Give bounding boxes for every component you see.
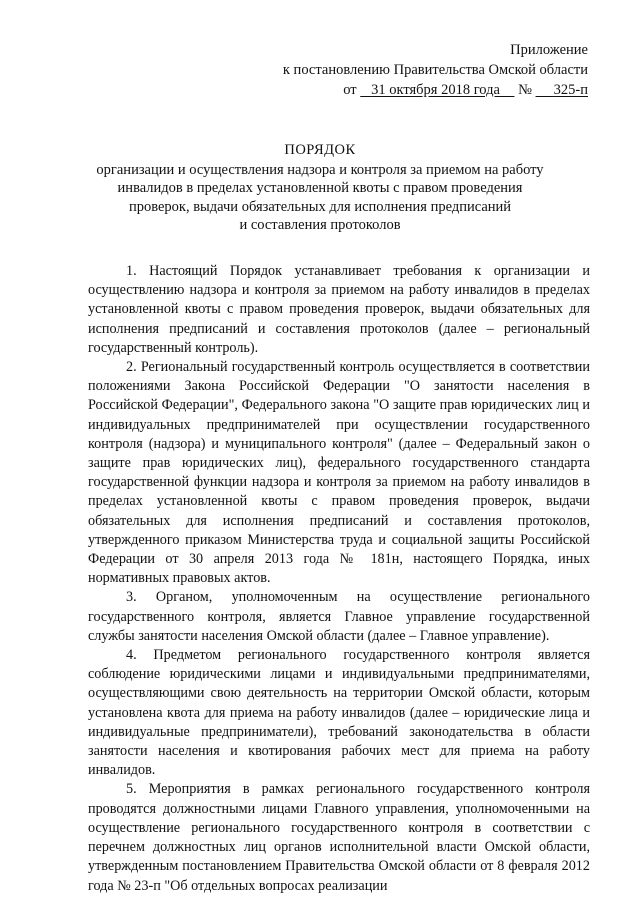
- appendix-header: [168, 40, 588, 100]
- subtitle-line: и составления протоколов: [239, 217, 401, 233]
- document-title-block: [50, 141, 590, 235]
- document-title: ПОРЯДОК: [284, 142, 356, 158]
- paragraph-4: 4. Предметом регионального государственного контроля является соблюдение юридическими лицами и индивидуальными предпринимателями, осуществляющими свою деятельность на территории Омской области, которым установлена квота для приема на работу инвалидов (далее – юридические лица и индивидуальные предприниматели), требований законодательства в области занятости населения и квотирования рабочих мест для приема на работу инвалидов.: [88, 647, 590, 779]
- paragraph-2: 2. Региональный государственный контроль осуществляется в соответствии положениями Закона Российской Федерации "О занятости населения в Российской Федерации", Федерального закона "О защите прав юридических лиц и индивидуальных предпринимателей при осуществлении государственного контроля (надзора) и муниципального контроля" (далее – Федеральный закон о защите прав юридических лиц), федерального государственного стандарта государственной функции надзора и контроля за приемом на работу инвалидов в пределах установленной квоты с правом проведения проверок, выдачи обязательных для исполнения предписаний и составления протоколов, утвержденного приказом Министерства труда и социальной защиты Российской Федерации от 30 апреля 2013 года № 181н, настоящего Порядка, иных нормативных правовых актов.: [88, 359, 590, 587]
- appendix-date-line: [168, 80, 588, 100]
- subtitle-line: организации и осуществления надзора и контроля за приемом на работу: [96, 161, 544, 178]
- subtitle-line: проверок, выдачи обязательных для исполнения предписаний: [128, 198, 512, 215]
- paragraph-5: 5. Мероприятия в рамках регионального государственного контроля проводятся должностными лицами Главного управления, уполномоченными на осуществление регионального государственного контроля в соответствии с перечнем должностных лиц органов исполнительной власти Омской области, утвержденным постановлением Правительства Омской области от 8 февраля 2012 года № 23-п "Об отдельных вопросах реализации: [88, 781, 590, 894]
- document-body: [88, 262, 590, 896]
- appendix-title: Приложение: [510, 42, 588, 58]
- paragraph-1: 1. Настоящий Порядок устанавливает требования к организации и осуществлению надзора и контроля за приемом на работу инвалидов в пределах установленной квоты с правом проведения проверок, выдачи обязательных для исполнения предписаний и составления протоколов (далее – региональный государственный контроль).: [88, 263, 590, 356]
- appendix-number: 325-п: [553, 82, 588, 98]
- date-prefix: от: [343, 82, 357, 98]
- appendix-resolution: к постановлению Правительства Омской области: [282, 62, 588, 78]
- paragraph-3: 3. Органом, уполномоченным на осуществление регионального государственного контроля, является Главное управление государственной службы занятости населения Омской области (далее – Главное управление).: [88, 589, 590, 644]
- number-prefix: №: [518, 82, 532, 98]
- subtitle-line: инвалидов в пределах установленной квоты с правом проведения: [117, 180, 523, 196]
- appendix-date: 31 октября 2018 года: [371, 82, 500, 98]
